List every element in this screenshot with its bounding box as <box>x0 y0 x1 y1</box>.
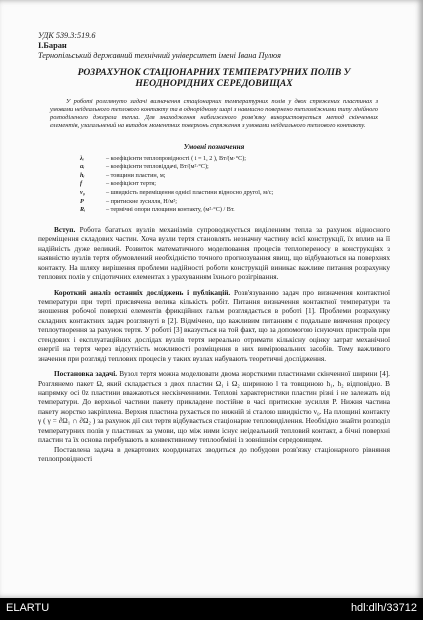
abstract: У роботі розглянуто задачі визначення стаціонарних температурних полів у двох спряжених пластинах з умовами неідеального теплового контакту та в однорідному шарі з навмисно повернено тепломіжними типу лінійного розподіленого джерела тепла. Для знаходження наближеного розв'язку використовується метод скінченних елементів, узагальнений на випадок моментних поверхонь спряження з умовами неідеального теплового контакту. <box>50 97 378 130</box>
notation-item <box>80 198 390 207</box>
notation-text: – товщини пластин, м; <box>106 171 166 179</box>
handle-link[interactable]: hdl:dlh/33712 <box>350 602 417 614</box>
notation-item <box>80 155 390 164</box>
section-body: Розв'язуванню задач про визначення контактної температури при терті присвячена велика кількість робіт. Питання визначення контактної температури та зношення робочої поверхні елементів фрикційних гальм розглядається в роботі [1]. Проблеми розрахунку складних контактних задач розглянуті в [2]. Відмічено, що важливим питанням є подальше вивчення процесу теплоутворення за рахунок тертя. У роботі [3] вказується на той факт, що за допомогою існуючих пристроїв при стендових і експлуатаційних дослідах вузлів тертя нереально отримати кількісну оцінку затрат механічної енергії на тертя через відсутність можливості розміщення в них вимірювальних засобів. Тому важливого значення при розгляді теплових процесів у таких вузлах набувають теоретичні дослідження. <box>38 287 390 363</box>
paper-title: РОЗРАХУНОК СТАЦІОНАРНИХ ТЕМПЕРАТУРНИХ ПОЛІВ У НЕОДНОРІДНИХ СЕРЕДОВИЩАХ <box>77 67 351 90</box>
section-body: Вузол тертя можна моделювати двома жорсткими пластинами скінченної ширини [4]. Розглянемо пакет Ω, який складається з двох пластин Ω₁ і Ω₂ шириною l та товщиною h₁, h₂ відповідно. В напрямку осі 0z пластини вважаються нескінченними. Теплові характеристики пластин різні і не залежать від температури. До верхньої частини пакету прикладене постійне в часі притискне зусилля P. Нижня частина пакету жорстко закріплена. Верхня пластина рухається по нижній зі сталою швидкістю v₀. На площині контакту γ ( γ = ∂Ω₁ ∩ ∂Ω₂ ) за рахунок дії сил тертя відбувається стаціонарне тепловиділення. Необхідно знайти розподіл температурних полів у пластинах за умови, що між ними існує неідеальний тепловий контакт, а бічні поверхні пластин та їх основа перебувають в конвективному теплообміні із зовнішнім середовищем. <box>38 369 390 445</box>
repository-footer <box>0 598 423 620</box>
author-affiliation: Тернопільський державний технічний університет імені Івана Пулюя <box>38 51 281 60</box>
repository-name: ELARTU <box>6 602 50 614</box>
notation-item <box>80 206 390 215</box>
notation-text: – термічні опори площини контакту, (м²·°С) / Вт. <box>106 206 235 214</box>
author-name: І.Баран <box>38 41 67 50</box>
section-intro <box>38 225 390 282</box>
notation-item <box>80 172 390 181</box>
notation-symbol: P <box>80 197 84 205</box>
section-heading: Постановка задачі. <box>54 369 118 379</box>
notation-text: – коефіцієнт тертя; <box>106 180 156 188</box>
section-heading: Короткий аналіз останніх досліджень і публікацій. <box>54 287 231 297</box>
notation-text: – коефіцієнти тепловіддачі, Вт/(м²·°С); <box>106 163 209 171</box>
notation-symbol: v₀ <box>80 189 85 196</box>
notation-symbol: Rᵢ <box>80 206 86 214</box>
notation-list <box>80 155 390 215</box>
notation-title: Умовні позначення <box>183 142 245 151</box>
section-body: Робота багатьох вузлів механізмів супроводжується виділенням тепла за рахунок відносного переміщення складових частин. Хоча вузли тертя становлять незначну частину всієї конструкції, їх вплив на її надійність дуже великий. Розвиток математичного моделювання процесів теплопереносу в конструкціях з наявністю вузлів тертя обумовлений необхідністю точного прогнозування явищ, що відбуваються на поверхнях контакту. На шляху вирішення проблеми надійності роботи конструкцій виникає важливе питання розрахунку теплових полів у спідотичних елементах з урахуванням їхнього розігрівання. <box>38 224 390 282</box>
notation-text: – швидкість переміщення однієї пластини відносно другої, м/с; <box>106 189 274 196</box>
notation-item <box>80 189 390 198</box>
section-body: Поставлена задача в декартових координатах зводиться до побудови розв'язку стаціонарного рівняння теплопровідності <box>38 444 390 464</box>
notation-symbol: f <box>80 180 83 188</box>
section-continuation <box>38 445 390 464</box>
page-content <box>38 31 390 464</box>
section-review <box>38 288 390 364</box>
notation-symbol: λᵢ <box>80 154 84 162</box>
notation-item <box>80 180 390 189</box>
notation-text: – коефіцієнти теплопровідності ( i = 1, 2 ), Вт/(м·°С); <box>106 154 246 162</box>
notation-symbol: αᵢ <box>80 163 85 171</box>
notation-item <box>80 163 390 172</box>
notation-symbol: hᵢ <box>80 171 85 179</box>
notation-text: – притискне зусилля, Н/м²; <box>106 197 177 205</box>
section-problem <box>38 369 390 445</box>
udk-code: УДК 539.3:519.6 <box>38 31 96 40</box>
section-heading: Вступ. <box>54 224 76 234</box>
